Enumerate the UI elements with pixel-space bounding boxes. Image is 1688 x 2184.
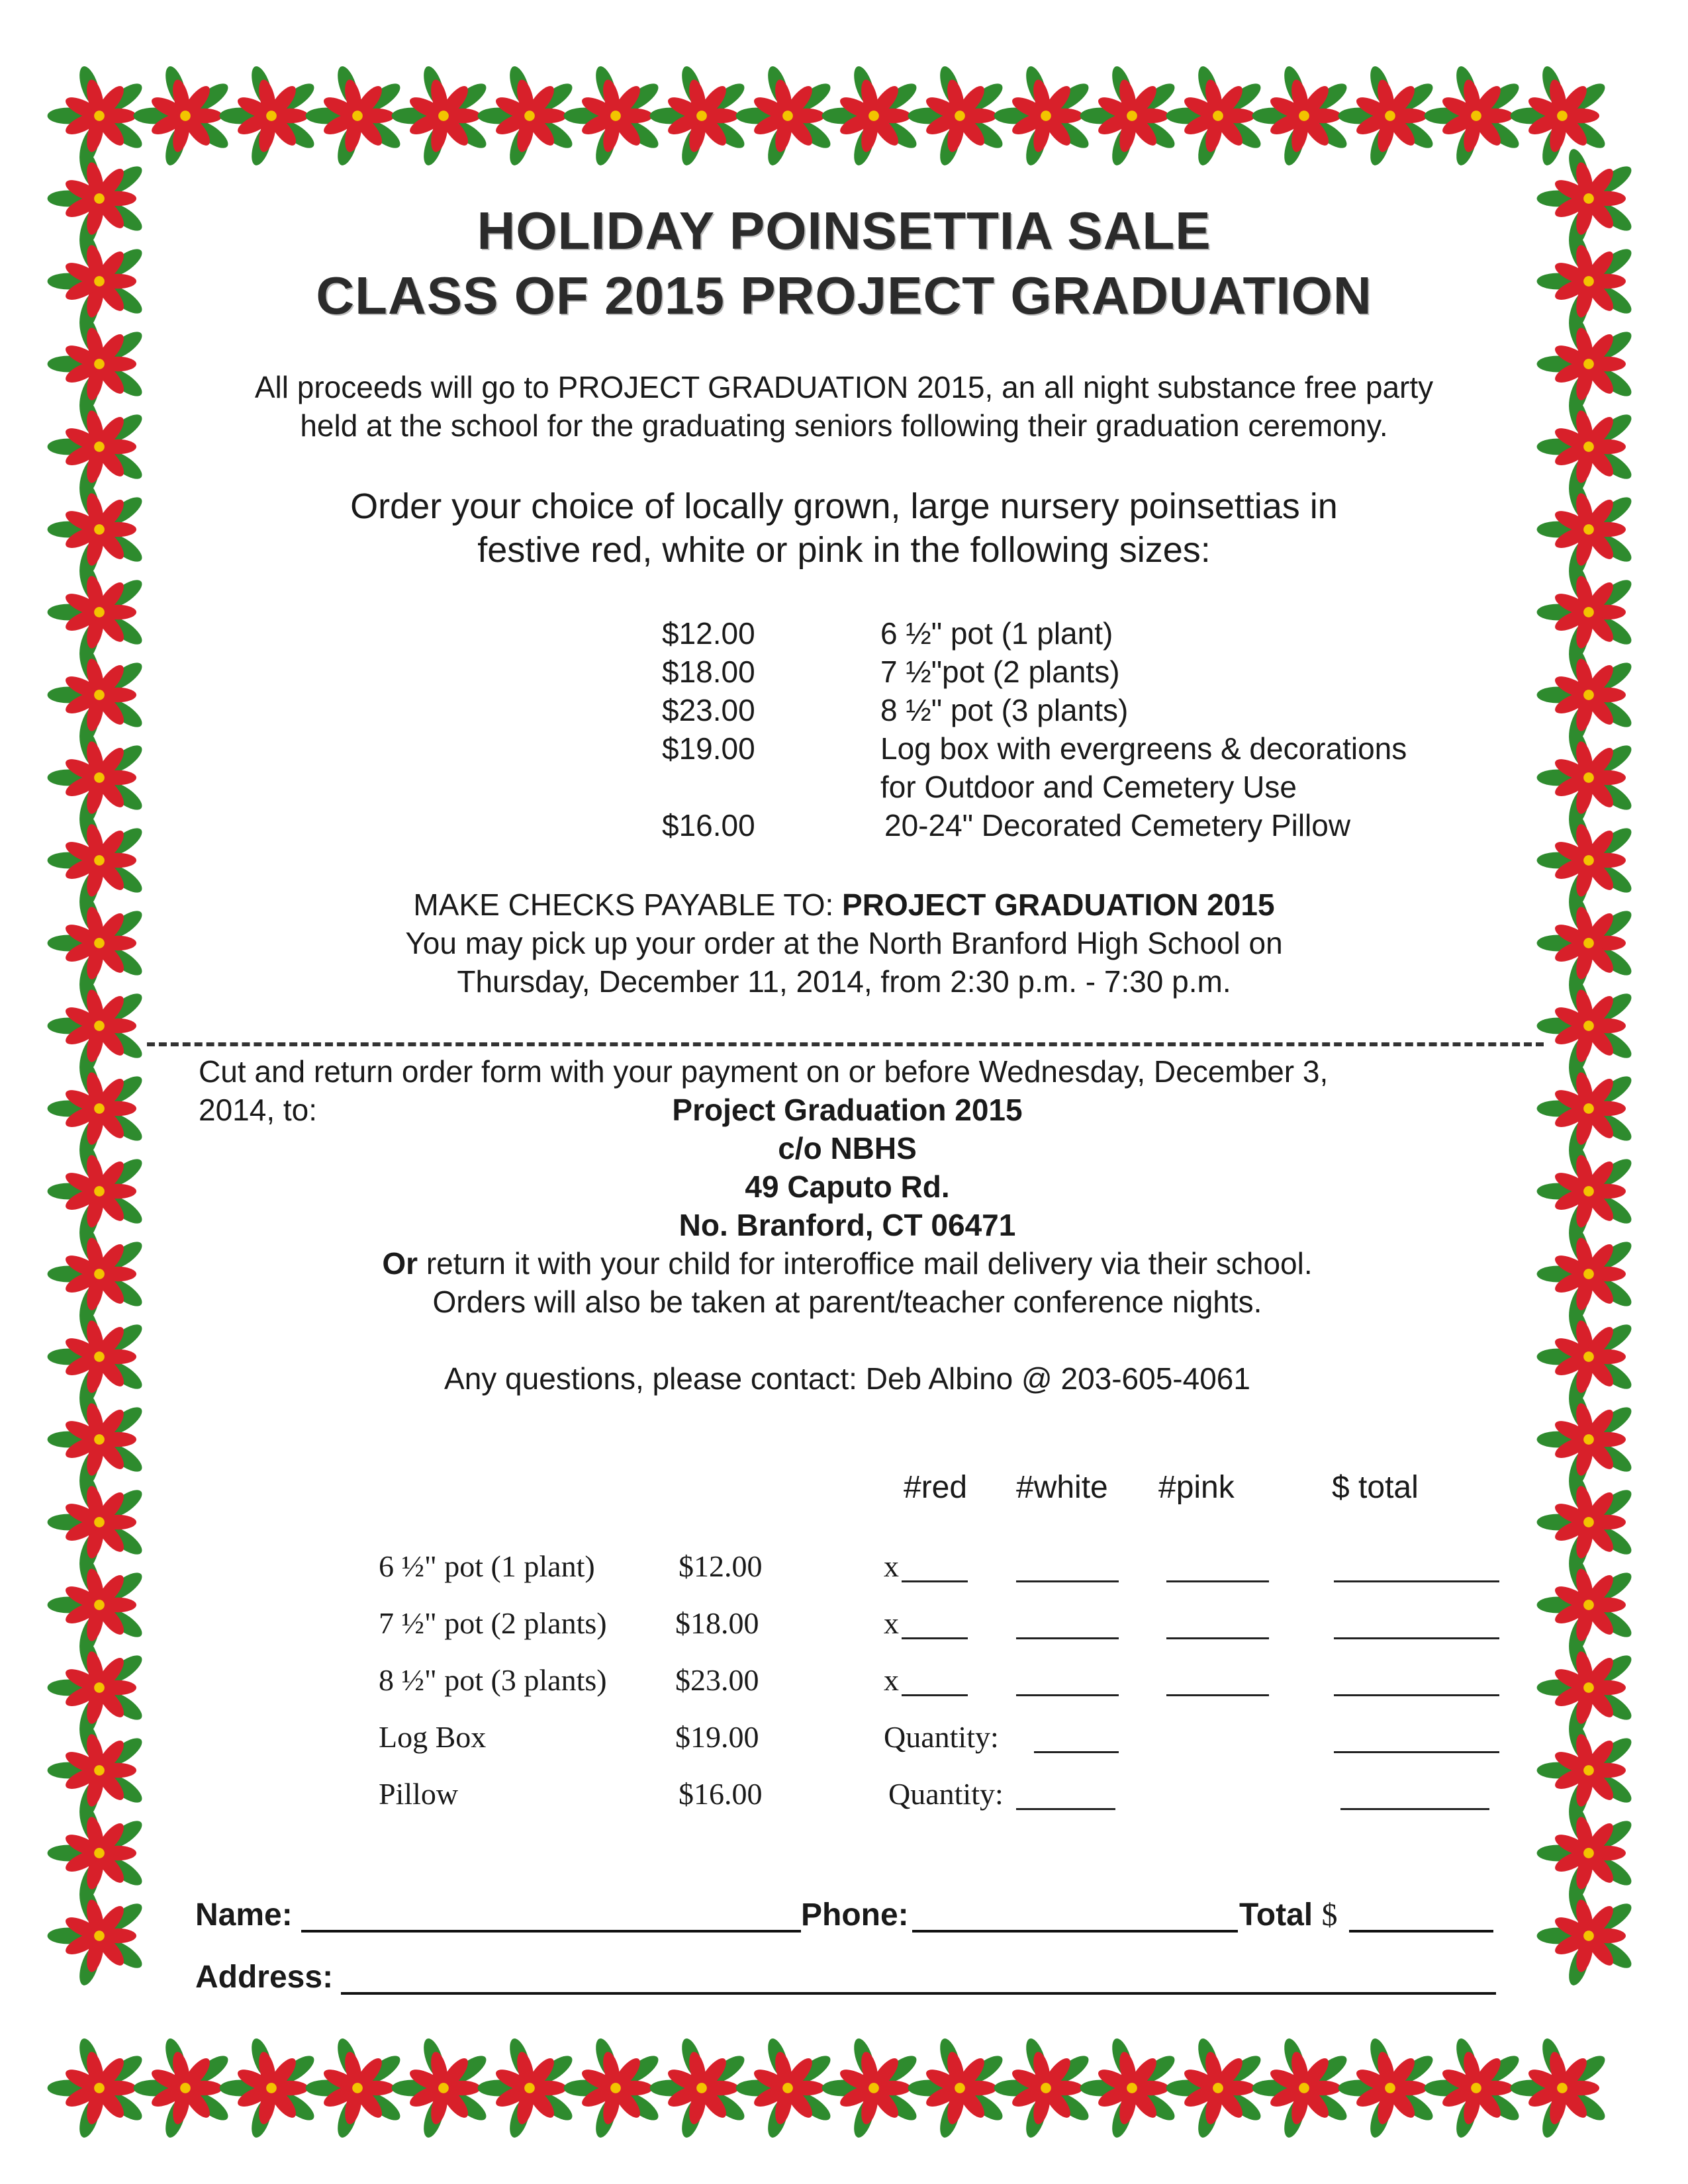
address-line-1: Project Graduation 2015: [672, 1093, 1023, 1127]
address-label: Address:: [195, 1960, 334, 1995]
phone-field[interactable]: [912, 1930, 1238, 1933]
poinsettia-icon: [48, 64, 146, 168]
poinsettia-icon: [48, 230, 146, 334]
poinsettia-icon: [1537, 312, 1636, 416]
poinsettia-icon: [650, 2036, 749, 2140]
poinsettia-icon: [564, 64, 663, 168]
poinsettia-icon: [48, 974, 146, 1078]
poinsettia-icon: [306, 64, 404, 168]
white-qty-field[interactable]: [1016, 1668, 1119, 1696]
row-total-field[interactable]: [1340, 1782, 1489, 1810]
price-list: [172, 614, 1516, 844]
total-label: [1239, 1897, 1337, 1933]
checks-prefix: MAKE CHECKS PAYABLE TO:: [413, 887, 843, 922]
price-amount: [662, 768, 880, 806]
poinsettia-icon: [1425, 64, 1523, 168]
poinsettia-icon: [1537, 1057, 1636, 1161]
poinsettia-icon: [478, 64, 577, 168]
poinsettia-icon: [134, 2036, 232, 2140]
qty-mark: x: [884, 1549, 899, 1583]
cut-line: [147, 1042, 1544, 1046]
poinsettia-icon: [48, 395, 146, 499]
poinsettia-icon: [1511, 64, 1609, 168]
poinsettia-icon: [1537, 1801, 1636, 1905]
poinsettia-icon: [822, 64, 921, 168]
poinsettia-icon: [48, 1305, 146, 1409]
price-description: for Outdoor and Cemetery Use: [880, 770, 1297, 804]
poinsettia-icon: [306, 2036, 404, 2140]
poinsettia-icon: [736, 2036, 835, 2140]
price-amount: $18.00: [662, 655, 755, 689]
poinsettia-icon: [48, 1636, 146, 1740]
pink-qty-field[interactable]: [1166, 1668, 1269, 1696]
pink-qty-field[interactable]: [1166, 1554, 1269, 1582]
poinsettia-icon: [1425, 2036, 1523, 2140]
intro-text: [172, 368, 1516, 445]
poinsettia-icon: [48, 726, 146, 830]
price-row: [172, 653, 1516, 691]
poinsettia-icon: [48, 809, 146, 913]
poinsettia-icon: [48, 561, 146, 664]
poinsettia-icon: [1537, 1140, 1636, 1244]
header-red: #red: [904, 1470, 968, 1505]
poinsettia-icon: [650, 64, 749, 168]
poinsettia-icon: [1537, 230, 1636, 334]
name-field[interactable]: [301, 1930, 801, 1933]
price-amount: $16.00: [662, 808, 755, 842]
conference-line: Orders will also be taken at parent/teacher conference nights.: [432, 1285, 1262, 1319]
red-qty-field[interactable]: [902, 1668, 968, 1696]
poinsettia-icon: [1537, 974, 1636, 1078]
poinsettia-icon: [1252, 64, 1351, 168]
interoffice-line: [199, 1244, 1496, 1283]
order-lead-line-1: Order your choice of locally grown, large nursery poinsettias in: [350, 486, 1338, 526]
poinsettia-icon: [48, 1719, 146, 1823]
return-line-1: Cut and return order form with your payment on or before Wednesday, December 3,: [199, 1054, 1329, 1089]
row-total-field[interactable]: [1334, 1611, 1499, 1639]
price-amount: $12.00: [662, 616, 755, 651]
poinsettia-icon: [220, 2036, 318, 2140]
poinsettia-icon: [48, 1057, 146, 1161]
row-total-field[interactable]: [1334, 1725, 1499, 1753]
price-description: 7 ½"pot (2 plants): [880, 655, 1120, 689]
poinsettia-icon: [1252, 2036, 1351, 2140]
payment-info: [172, 886, 1516, 1001]
poinsettia-icon: [134, 64, 232, 168]
poinsettia-icon: [1537, 643, 1636, 747]
intro-line-1: All proceeds will go to PROJECT GRADUATION 2015, an all night substance free party: [254, 370, 1434, 404]
return-instructions: [199, 1052, 1496, 1398]
poinsettia-icon: [1166, 2036, 1265, 2140]
price-row: [172, 614, 1516, 653]
red-qty-field[interactable]: [902, 1611, 968, 1639]
item-price: $16.00: [679, 1777, 763, 1811]
poinsettia-icon: [1537, 726, 1636, 830]
order-lead: [172, 484, 1516, 572]
total-word: Total: [1239, 1897, 1313, 1933]
or-word: Or: [382, 1246, 418, 1281]
address-line-4: No. Branford, CT 06471: [679, 1208, 1016, 1242]
row-total-field[interactable]: [1334, 1554, 1499, 1582]
return-to-label: 2014, to:: [199, 1093, 318, 1127]
header-white: #white: [1016, 1470, 1108, 1505]
pickup-line-2: Thursday, December 11, 2014, from 2:30 p.m. - 7:30 p.m.: [457, 964, 1231, 999]
item-name: Log Box: [379, 1720, 487, 1754]
intro-line-2: held at the school for the graduating seniors following their graduation ceremony.: [300, 408, 1388, 443]
poinsettia-icon: [48, 1471, 146, 1574]
address-line-3: 49 Caputo Rd.: [745, 1169, 950, 1204]
header-pink: #pink: [1158, 1470, 1235, 1505]
interoffice-text: return it with your child for interoffice mail delivery via their school.: [418, 1246, 1313, 1281]
poinsettia-icon: [1537, 1636, 1636, 1740]
poinsettia-icon: [48, 1884, 146, 1988]
item-price: $19.00: [675, 1720, 759, 1754]
poinsettia-icon: [48, 1801, 146, 1905]
contact-line: Any questions, please contact: Deb Albino @ 203-605-4061: [444, 1361, 1250, 1396]
poinsettia-icon: [48, 1553, 146, 1657]
row-total-field[interactable]: [1334, 1668, 1499, 1696]
poinsettia-icon: [1166, 64, 1265, 168]
poinsettia-icon: [392, 2036, 491, 2140]
poinsettia-icon: [1537, 1388, 1636, 1492]
poinsettia-icon: [1537, 1553, 1636, 1657]
poinsettia-icon: [48, 643, 146, 747]
poinsettia-icon: [478, 2036, 577, 2140]
poinsettia-icon: [994, 2036, 1093, 2140]
pickup-line-1: You may pick up your order at the North Branford High School on: [405, 926, 1283, 960]
item-price: $18.00: [675, 1606, 759, 1640]
poinsettia-icon: [48, 1222, 146, 1326]
address-line-2: c/o NBHS: [778, 1131, 917, 1165]
poinsettia-icon: [1537, 1471, 1636, 1574]
item-name: 6 ½" pot (1 plant): [379, 1549, 595, 1583]
poinsettia-icon: [1537, 809, 1636, 913]
poinsettia-icon: [1338, 2036, 1437, 2140]
total-currency: $: [1321, 1897, 1338, 1933]
poinsettia-icon: [48, 1140, 146, 1244]
price-row: [172, 691, 1516, 729]
item-price: $12.00: [679, 1549, 763, 1583]
poinsettia-icon: [220, 64, 318, 168]
poinsettia-icon: [1338, 64, 1437, 168]
return-line-2: [199, 1091, 1496, 1129]
checks-line: [172, 886, 1516, 924]
order-lead-line-2: festive red, white or pink in the following sizes:: [477, 530, 1211, 570]
poinsettia-icon: [1537, 891, 1636, 995]
checks-payee: PROJECT GRADUATION 2015: [842, 887, 1275, 922]
header-total: $ total: [1332, 1470, 1419, 1505]
poinsettia-icon: [48, 891, 146, 995]
flyer-content: [172, 199, 1516, 1001]
qty-mark: x: [884, 1606, 899, 1640]
item-price: $23.00: [675, 1663, 759, 1697]
poinsettia-icon: [1537, 478, 1636, 582]
item-name: 8 ½" pot (3 plants): [379, 1663, 607, 1697]
poinsettia-icon: [908, 2036, 1007, 2140]
price-amount: $23.00: [662, 693, 755, 727]
price-description: 20-24" Decorated Cemetery Pillow: [884, 808, 1351, 842]
white-qty-field[interactable]: [1016, 1611, 1119, 1639]
poinsettia-icon: [48, 2036, 146, 2140]
poinsettia-icon: [1537, 1719, 1636, 1823]
poinsettia-icon: [1537, 395, 1636, 499]
phone-label: Phone:: [801, 1897, 909, 1933]
poinsettia-icon: [48, 147, 146, 251]
log-box-qty-field[interactable]: [1034, 1725, 1119, 1753]
price-row: [172, 768, 1516, 806]
white-qty-field[interactable]: [1016, 1554, 1119, 1582]
red-qty-field[interactable]: [902, 1554, 968, 1582]
pink-qty-field[interactable]: [1166, 1611, 1269, 1639]
poinsettia-icon: [1511, 2036, 1609, 2140]
pillow-qty-field[interactable]: [1016, 1782, 1115, 1810]
poinsettia-icon: [1537, 561, 1636, 664]
qty-mark: Quantity:: [888, 1777, 1004, 1811]
price-description: Log box with evergreens & decorations: [880, 731, 1407, 766]
item-name: Pillow: [379, 1777, 459, 1811]
price-row: [172, 729, 1516, 768]
price-row: [172, 806, 1516, 844]
poinsettia-icon: [1537, 1884, 1636, 1988]
address-field[interactable]: [341, 1992, 1496, 1995]
poinsettia-icon: [908, 64, 1007, 168]
poinsettia-icon: [1080, 2036, 1179, 2140]
poinsettia-icon: [1080, 64, 1179, 168]
poinsettia-icon: [994, 64, 1093, 168]
poinsettia-icon: [48, 478, 146, 582]
item-name: 7 ½" pot (2 plants): [379, 1606, 607, 1640]
poinsettia-icon: [564, 2036, 663, 2140]
price-description: 6 ½" pot (1 plant): [880, 616, 1113, 651]
price-description: 8 ½" pot (3 plants): [880, 693, 1129, 727]
poinsettia-icon: [392, 64, 491, 168]
grand-total-field[interactable]: [1349, 1930, 1493, 1933]
poinsettia-icon: [1537, 1222, 1636, 1326]
name-label: Name:: [195, 1897, 293, 1933]
title-line-1: HOLIDAY POINSETTIA SALE: [477, 201, 1211, 260]
poinsettia-icon: [1537, 1305, 1636, 1409]
poinsettia-icon: [736, 64, 835, 168]
poinsettia-icon: [822, 2036, 921, 2140]
poinsettia-icon: [48, 1388, 146, 1492]
title-line-2: CLASS OF 2015 PROJECT GRADUATION: [316, 266, 1372, 325]
qty-mark: Quantity:: [884, 1720, 999, 1754]
qty-mark: x: [884, 1663, 899, 1697]
price-amount: $19.00: [662, 731, 755, 766]
poinsettia-icon: [48, 312, 146, 416]
